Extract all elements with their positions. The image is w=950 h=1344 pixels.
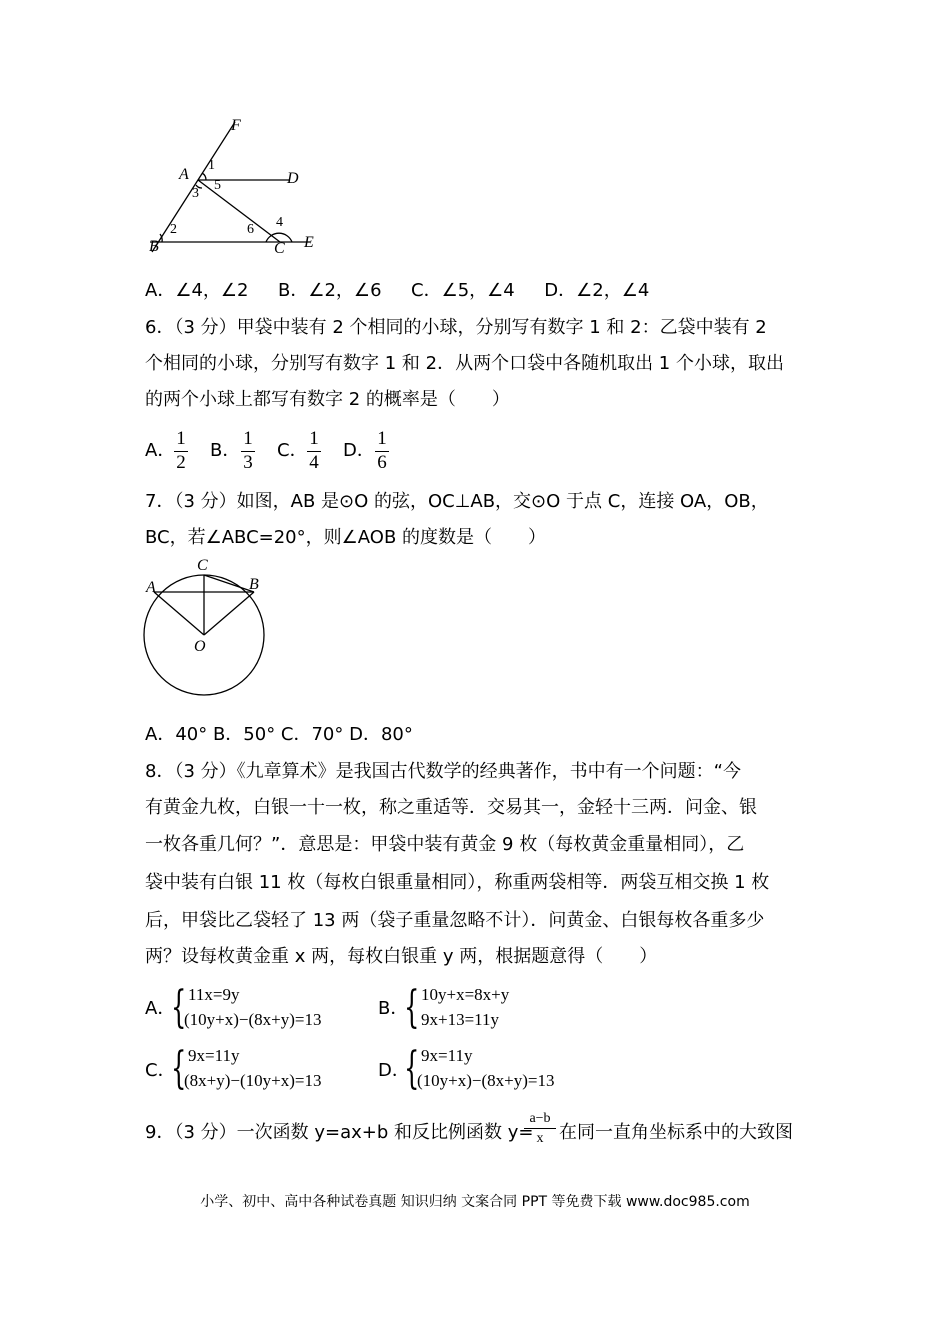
q8-option-c-brace: { xyxy=(171,1043,187,1094)
label-D: D xyxy=(287,170,299,187)
q9-fraction-denominator: x xyxy=(536,1131,544,1146)
q8-option-b-brace: { xyxy=(404,982,420,1033)
angle-label-5: 5 xyxy=(214,178,221,193)
label-circle-B: B xyxy=(249,576,259,593)
angle-label-1: 1 xyxy=(208,158,215,173)
q5-option-c: ∠5，∠4 xyxy=(441,280,515,301)
q9-fraction-bar xyxy=(524,1128,556,1129)
label-circle-A: A xyxy=(146,579,156,596)
q5-option-b-letter: B． xyxy=(277,280,309,301)
q7-options: A．40° B．50° C．70° D．80° xyxy=(145,724,413,745)
q8-line-2: 有黄金九枚，白银一十一枚，称之重适等．交易其一，金轻十三两．问金、银 xyxy=(145,797,757,818)
q5-option-d: ∠2，∠4 xyxy=(576,280,650,301)
q8-option-d-brace: { xyxy=(404,1043,420,1094)
q8-option-b-letter: B． xyxy=(378,998,409,1019)
label-circle-C: C xyxy=(197,557,208,574)
angle-label-6: 6 xyxy=(247,222,254,237)
q5-option-a: ∠4，∠2 xyxy=(175,280,249,301)
q9-prefix: 9．（3 分）一次函数 y=ax+b 和反比例函数 y= xyxy=(145,1122,534,1143)
q8-option-a-letter: A． xyxy=(145,998,176,1019)
q7-line-2: BC，若∠ABC=20°，则∠AOB 的度数是（ ） xyxy=(145,527,547,548)
q6-line-3: 的两个小球上都写有数字 2 的概率是（ ） xyxy=(145,389,510,410)
q6-line-1: 6．（3 分）甲袋中装有 2 个相同的小球，分别写有数字 1 和 2：乙袋中装有 2 xyxy=(145,317,767,338)
q6-line-2: 个相同的小球，分别写有数字 1 和 2．从两个口袋中各随机取出 1 个小球，取出 xyxy=(145,353,784,374)
q8-option-b-eq1: 10y+x=8x+y xyxy=(421,985,510,1004)
q5-options xyxy=(145,280,649,302)
q5-option-d-letter: D． xyxy=(544,280,577,301)
q8-line-5: 后，甲袋比乙袋轻了 13 两（袋子重量忽略不计）．问黄金、白银每枚各重多少 xyxy=(145,910,765,931)
page-footer: 小学、初中、高中各种试卷真题 知识归纳 文案合同 PPT 等免费下载 www.doc985.com xyxy=(200,1194,750,1210)
label-C: C xyxy=(274,240,285,257)
label-circle-O: O xyxy=(194,638,206,655)
q6-option-b-letter: B． xyxy=(210,440,241,461)
q8-option-b-eq2: 9x+13=11y xyxy=(421,1010,500,1029)
q8-line-4: 袋中装有白银 11 枚（每枚白银重量相同），称重两袋相等．两袋互相交换 1 枚 xyxy=(145,872,770,893)
label-E: E xyxy=(304,234,314,251)
q5-option-c-letter: C． xyxy=(411,280,442,301)
label-B: B xyxy=(149,238,159,255)
q7-line-1: 7．（3 分）如图，AB 是⊙O 的弦，OC⊥AB，交⊙O 于点 C，连接 OA，OB， xyxy=(145,491,769,512)
q8-option-d-eq2: (10y+x)−(8x+y)=13 xyxy=(417,1071,555,1090)
q8-option-a-eq1: 11x=9y xyxy=(188,985,240,1004)
q8-option-c-eq2: (8x+y)−(10y+x)=13 xyxy=(184,1071,322,1090)
q8-line-3: 一枚各重几何？”．意思是：甲袋中装有黄金 9 枚（每枚黄金重量相同），乙 xyxy=(145,834,745,855)
q6-option-d-letter: D． xyxy=(343,440,375,461)
q8-option-d-letter: D． xyxy=(378,1060,410,1081)
angle-label-2: 2 xyxy=(170,222,177,237)
q9-fraction-numerator: a−b xyxy=(529,1111,551,1126)
label-F: F xyxy=(231,117,241,134)
q8-option-c-letter: C． xyxy=(145,1060,176,1081)
q8-option-c-eq1: 9x=11y xyxy=(188,1046,240,1065)
q6-option-a-letter: A． xyxy=(145,440,176,461)
angle-label-3: 3 xyxy=(192,186,199,201)
q8-option-a-brace: { xyxy=(171,982,187,1033)
label-A: A xyxy=(179,166,189,183)
q9-fraction xyxy=(522,1110,558,1154)
q8-option-a-eq2: (10y+x)−(8x+y)=13 xyxy=(184,1010,322,1029)
q8-line-6: 两？设每枚黄金重 x 两，每枚白银重 y 两，根据题意得（ ） xyxy=(145,946,658,967)
q9-suffix: 在同一直角坐标系中的大致图 xyxy=(559,1122,793,1143)
q5-option-a-letter: A． xyxy=(145,280,176,301)
q5-option-b: ∠2，∠6 xyxy=(308,280,382,301)
q8-option-d-eq1: 9x=11y xyxy=(421,1046,473,1065)
angle-label-4: 4 xyxy=(276,215,283,230)
q6-option-c-letter: C． xyxy=(277,440,308,461)
q8-line-1: 8．（3 分）《九章算术》是我国古代数学的经典著作，书中有一个问题：“今 xyxy=(145,761,741,782)
